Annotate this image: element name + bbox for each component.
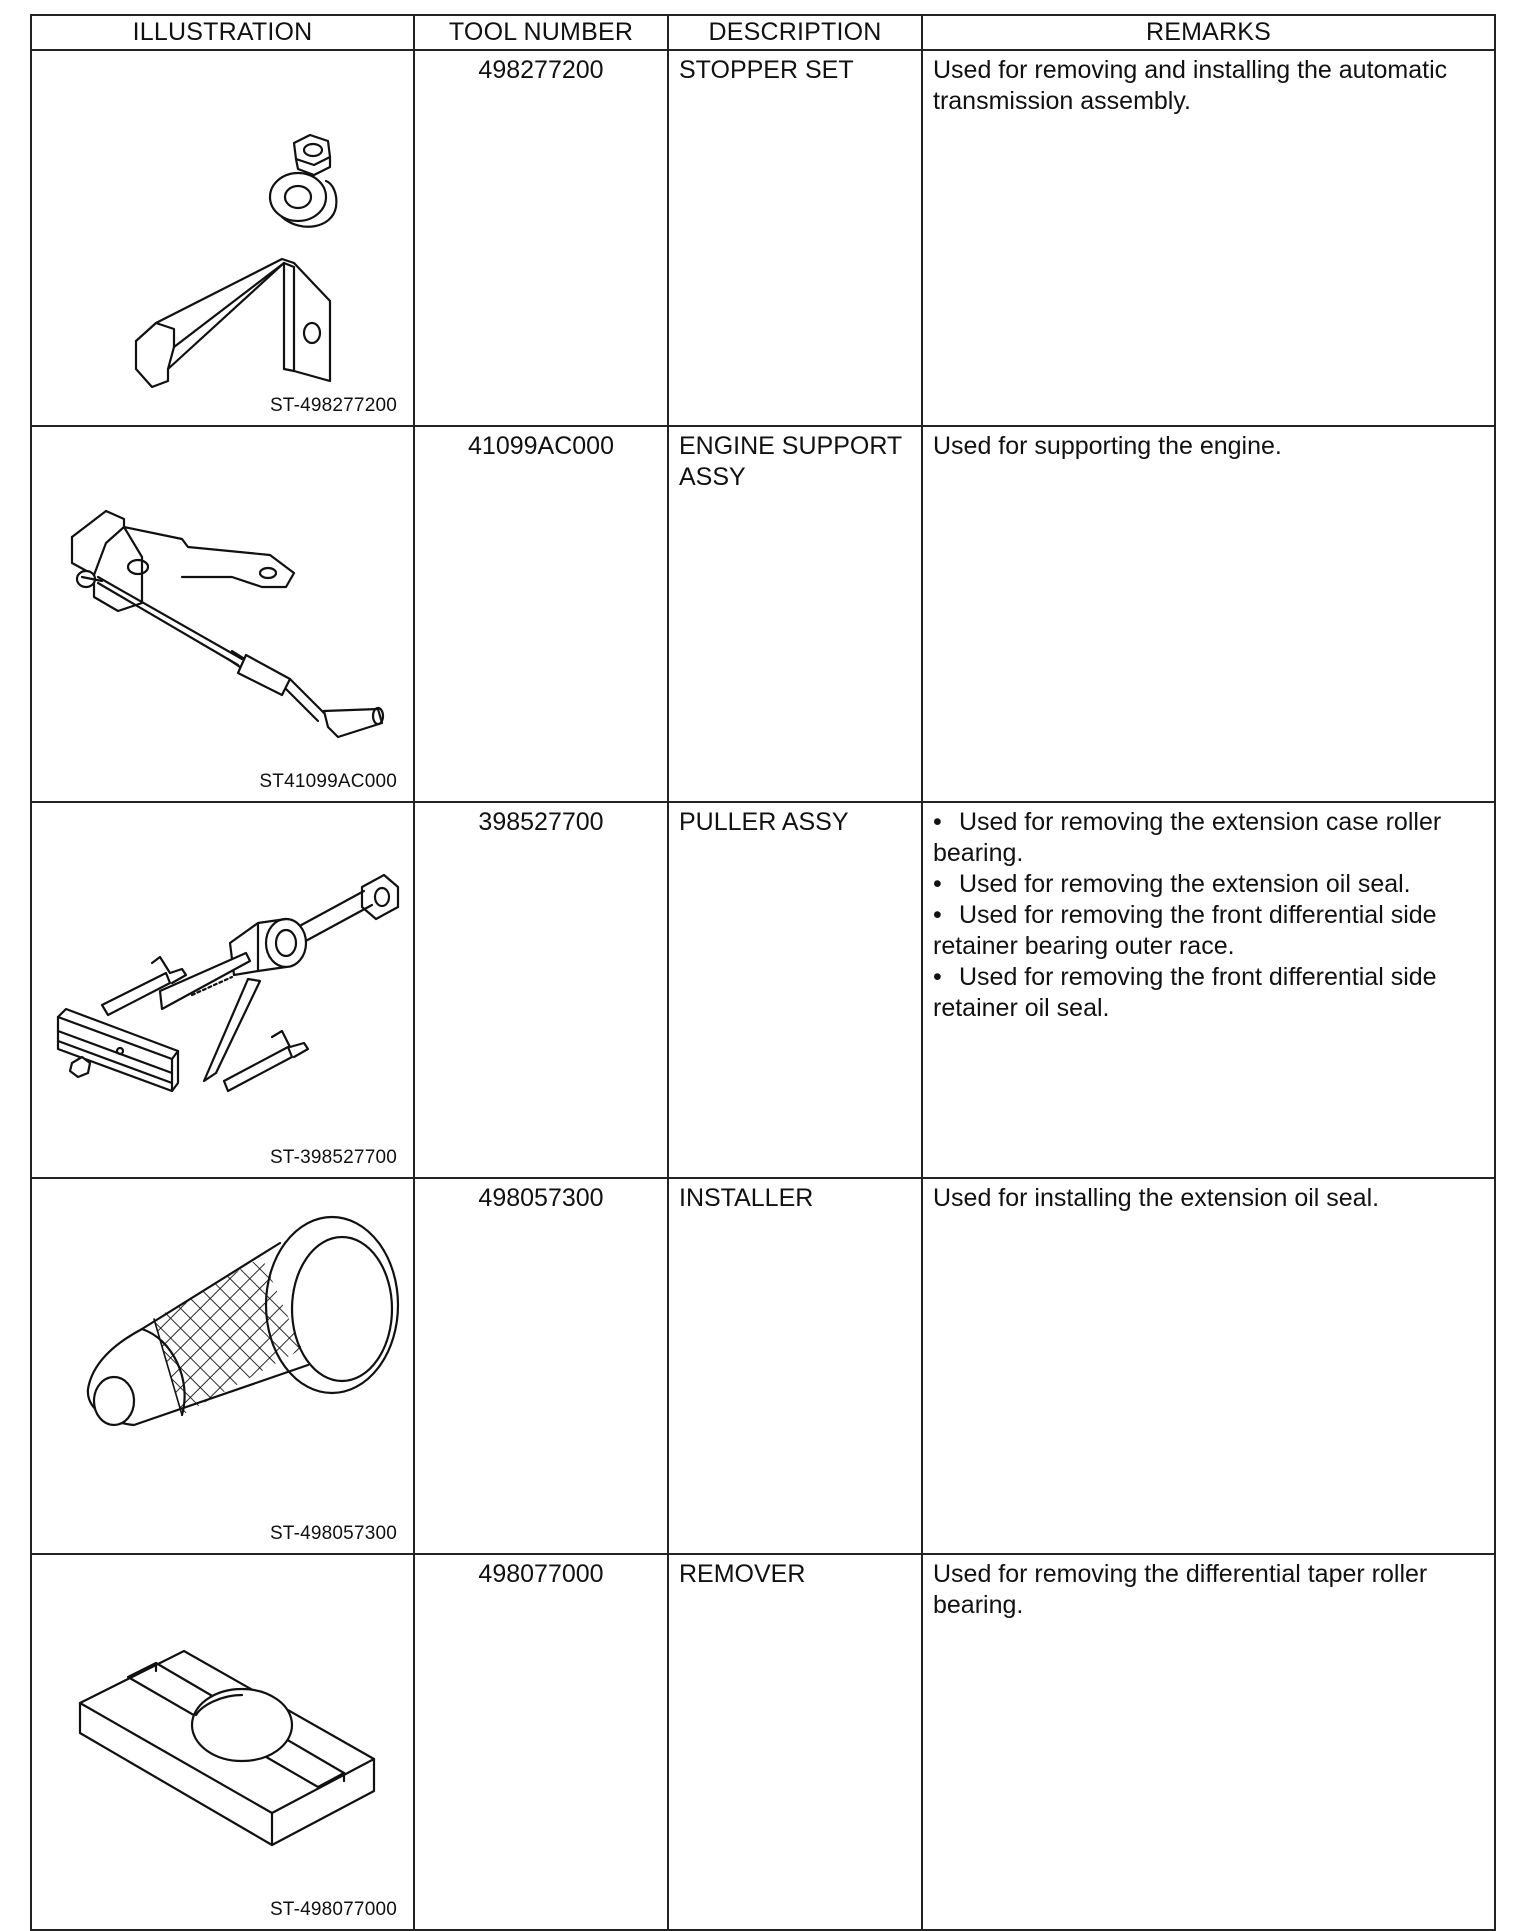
bullet-mark: • (933, 963, 942, 991)
illustration-cell (31, 426, 414, 802)
bullet-mark: • (933, 870, 942, 898)
remark-bullet (933, 869, 1484, 900)
tool-number: 398527700 (414, 802, 668, 1178)
nut-icon (294, 135, 330, 175)
installer-body-icon (88, 1217, 398, 1425)
remark-text: Used for removing the extension case roller bearing. (933, 808, 1442, 867)
bracket-icon (136, 259, 330, 387)
illustration-cell (31, 50, 414, 426)
bullet-mark: • (933, 901, 942, 929)
illustration-cell (31, 1554, 414, 1930)
illustration-code: ST-498057300 (269, 1523, 397, 1544)
header-remarks: REMARKS (922, 15, 1495, 50)
remarks-cell (922, 426, 1495, 802)
collar-icon (270, 173, 336, 227)
split-plate-icon (80, 1651, 374, 1845)
remark-bullet (933, 962, 1484, 1024)
support-frame-icon (72, 511, 294, 611)
remark-bullet (933, 900, 1484, 962)
remarks-cell (922, 50, 1495, 426)
header-row (31, 15, 1495, 50)
table-row (31, 802, 1495, 1178)
remarks-cell (922, 802, 1495, 1178)
header-description: DESCRIPTION (668, 15, 922, 50)
installer-illustration (32, 1179, 415, 1549)
remark-text: Used for removing the extension oil seal. (959, 870, 1411, 898)
table-row (31, 1554, 1495, 1930)
tool-description: ENGINE SUPPORT ASSY (668, 426, 922, 802)
remover-illustration (32, 1555, 415, 1925)
puller-assy-illustration (32, 803, 415, 1173)
illustration-cell (31, 1178, 414, 1554)
tool-number: 498277200 (414, 50, 668, 426)
remark-bullet (933, 807, 1484, 869)
remark-text: Used for installing the extension oil seal. (933, 1184, 1380, 1212)
remark-text: Used for removing the front differential side retainer bearing outer race. (933, 901, 1437, 960)
tool-number: 41099AC000 (414, 426, 668, 802)
illustration-code: ST-398527700 (269, 1147, 397, 1168)
tool-description: REMOVER (668, 1554, 922, 1930)
tool-number: 498057300 (414, 1178, 668, 1554)
tool-number: 498077000 (414, 1554, 668, 1930)
header-illustration: ILLUSTRATION (31, 15, 414, 50)
header-tool-number: TOOL NUMBER (414, 15, 668, 50)
threaded-rod-icon (98, 577, 383, 737)
table-row (31, 426, 1495, 802)
remark-text: Used for removing and installing the automatic transmission assembly. (933, 56, 1448, 115)
illustration-cell (31, 802, 414, 1178)
special-tools-table (30, 14, 1496, 1931)
illustration-code: ST-498077000 (269, 1899, 397, 1920)
remark-text: Used for supporting the engine. (933, 432, 1282, 460)
table-row (31, 50, 1495, 426)
remark-text: Used for removing the front differential side retainer oil seal. (933, 963, 1437, 1022)
tool-description: PULLER ASSY (668, 802, 922, 1178)
cross-bar-icon (58, 1009, 178, 1091)
stopper-set-illustration (32, 51, 415, 421)
remark-text: Used for removing the differential taper roller bearing. (933, 1560, 1428, 1619)
table-row (31, 1178, 1495, 1554)
illustration-code: ST-498277200 (269, 395, 397, 416)
remarks-cell (922, 1554, 1495, 1930)
engine-support-illustration (32, 427, 415, 797)
bullet-mark: • (933, 808, 942, 836)
illustration-code: ST41099AC000 (259, 771, 397, 792)
remarks-cell (922, 1178, 1495, 1554)
tool-description: STOPPER SET (668, 50, 922, 426)
tool-description: INSTALLER (668, 1178, 922, 1554)
slide-hammer-icon (230, 875, 398, 975)
